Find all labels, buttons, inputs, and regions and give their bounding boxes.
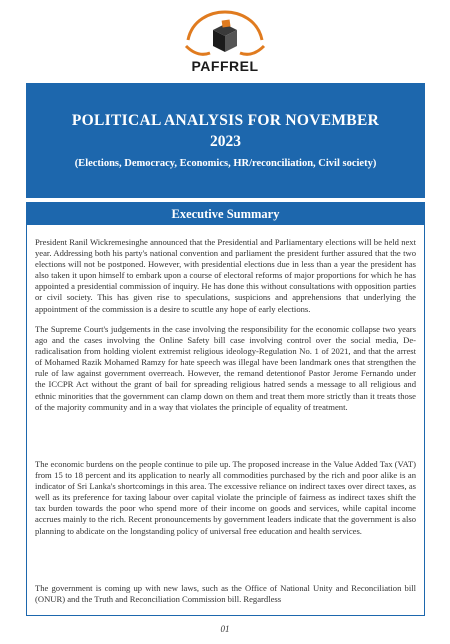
executive-summary-box: [26, 202, 425, 616]
report-year: 2023: [210, 133, 241, 150]
summary-paragraph: The government is coming up with new laws, such as the Office of National Unity and Reconciliation bill (ONUR) and the Truth and Reconciliation Commission bill. Regardless: [35, 583, 416, 605]
logo-text: PAFFREL: [191, 58, 259, 74]
summary-paragraph: The economic burdens on the people continue to pile up. The proposed increase in the Value Added Tax (VAT) from 15 to 18 percent and its application to nearly all commodities purchased by the rich and poor alike is an indicator of Sri Lanka's shortcomings in this area. The excessive reliance on indirect taxes over direct taxes, as well as its preference for taxing labour over capital violate the principle of fairness as indirect taxes shift the tax burden towards the poor who spend more of their income on goods and services, while capital income accrues mainly to the rich. Recent pronouncements by government leaders indicate that the government is also planning to abdicate on the longstanding policy of universal free education and health services.: [35, 459, 416, 536]
executive-summary-heading: Executive Summary: [27, 203, 424, 225]
summary-paragraph: The Supreme Court's judgements in the case involving the responsibility for the economic collapse two years ago and the cases involving the Online Safety bill case involving control over the social media, De-radicalisation from holding violent extremist religious ideology-Regulation No. 1 of 2021, and that the arrest of Mohamed Razik Mohamed Ramzy for hate speech was illegal have been landmark ones that strengthen the rule of law against government overreach. However, the remand detentionof Pastor Jerome Fernando under the ICCPR Act without the grant of bail for spreading religious hatred sends a message to all religious and ethnic minorities that the government can clamp down on them and treat them more strictly than it treats those of the majority community and in a way that violates the principle of equality of treatment.: [35, 324, 416, 412]
summary-paragraph: President Ranil Wickremesinghe announced that the Presidential and Parliamentary elections will be held next year. Addressing both his party's national convention and parliament the president further assured that the two elections will not be postponed. However, with presidential elections due in less than a year the president has also taken it upon himself to embark upon a course of electoral reforms of major proportions for which he has appointed a presidential commission of inquiry. He has done this without consultations with opposition parties or civil society. This has given rise to speculations, suspicions and apprehensions that underlying the appointment of the commission is a desire to scuttle any hope of early elections.: [35, 237, 416, 314]
report-title: POLITICAL ANALYSIS FOR NOVEMBER: [71, 112, 380, 129]
report-subtitle: (Elections, Democracy, Economics, HR/reconciliation, Civil society): [74, 158, 377, 169]
title-banner: [26, 83, 425, 198]
page-number: 01: [220, 624, 230, 634]
